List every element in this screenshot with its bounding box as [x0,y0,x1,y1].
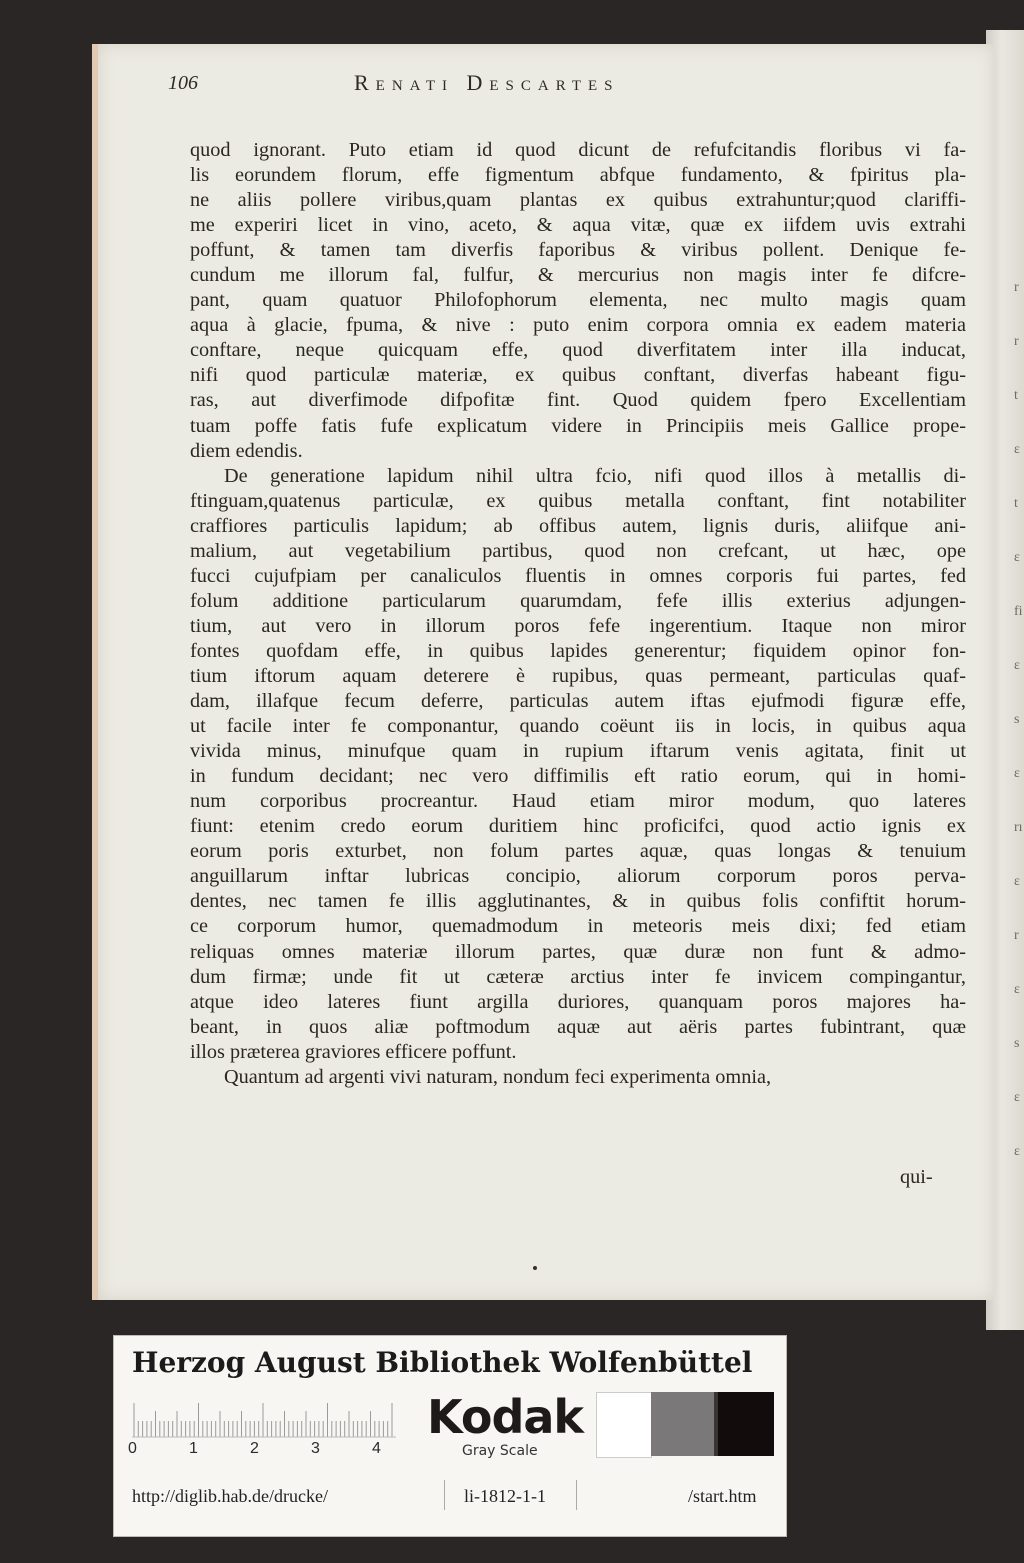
text-line: ne aliis pollere viribus,quam plantas ex quibus extrahuntur;quod clariffi- [190,189,966,212]
ruler-number: 3 [311,1440,320,1457]
kodak-logo: Kodak [427,1390,583,1444]
text-line: diem edendis. [190,439,303,462]
divider [576,1480,577,1510]
margin-fragment: t [1014,388,1018,403]
text-line: illos præterea graviores efficere poffunt. [190,1040,517,1063]
text-line: malium, aut vegetabilium partibus, quod non crefcant, ut hæc, ope [190,539,966,562]
text-line: reliquas omnes materiæ illorum partes, quæ duræ non funt & admo- [190,940,966,963]
margin-fragment: r [1014,928,1019,943]
text-line: dam, illafque fecum deferre, particulas autem iftas ejufmodi figuræ effe, [190,690,966,713]
text-line: tium, aut vero in illorum poros fefe ingerentium. Itaque non miror [190,614,966,637]
text-line: ftinguam,quatenus particulæ, ex quibus metalla conftant, fint notabiliter [190,489,966,512]
margin-fragment: r [1014,280,1019,295]
text-line: Quantum ad argenti vivi naturam, nondum feci experimenta omnia, [224,1065,772,1088]
text-line: me experiri licet in vino, aceto, & aqua vitæ, quæ ex iifdem uvis extrahi [190,214,966,237]
text-line: tuam poffe fatis fufe explicatum videre in Principiis meis Gallice prope- [190,414,966,437]
text-line: De generatione lapidum nihil ultra fcio, nifi quod illos à metallis di- [224,464,966,487]
ruler-number: 1 [189,1440,198,1457]
text-line: poffunt, & tamen tam diverfis faporibus & viribus pollent. Denique fe- [190,239,966,262]
ruler-number: 2 [250,1440,259,1457]
text-line: craffiores particulis lapidum; ab offibus autem, lignis duris, aliifque ani- [190,514,966,537]
margin-fragment: rı [1014,820,1023,835]
text-line: cundum me illorum fal, fulfur, & mercurius non magis inter fe difcre- [190,264,966,287]
margin-fragment: ε [1014,550,1020,565]
url-base: http://diglib.hab.de/drucke/ [132,1486,328,1506]
text-line: beant, in quos aliæ poftmodum aquæ aut aëris partes fubintrant, quæ [190,1015,966,1038]
margin-fragment: fi [1014,604,1023,619]
text-line: num corporibus procreantur. Haud etiam miror modum, quo lateres [190,790,966,813]
swatch-black [718,1392,774,1456]
text-line: fiunt: etenim credo eorum duritiem hinc proficifci, quod actio ignis ex [190,815,966,838]
margin-fragment: ε [1014,982,1020,997]
library-color-card [113,1335,787,1537]
text-line: ce corporum humor, quemadmodum in meteoris meis dixi; fed etiam [190,915,966,938]
catchword: qui- [900,1166,933,1188]
margin-fragment: ε [1014,874,1020,889]
margin-fragment: s [1014,1036,1020,1051]
running-head: Renati Descartes [354,70,620,95]
margin-fragment: ε [1014,658,1020,673]
text-line: atque ideo lateres fiunt argilla duriores, quanquam poros majores ha- [190,990,966,1013]
ruler-number: 0 [128,1440,137,1457]
page-number: 106 [168,72,198,94]
margin-fragment: ε [1014,1144,1020,1159]
margin-fragment: t [1014,496,1018,511]
text-line: dentes, nec tamen fe illis agglutinantes, & in quibus folis confiftit horum- [190,890,966,913]
body-text [190,138,966,1090]
text-line: ut facile inter fe componantur, quando coëunt iis in locis, in quibus aqua [190,715,966,738]
swatch-white [596,1392,652,1458]
text-line: fontes quofdam effe, in quibus lapides generentur; fiquidem opinor fon- [190,639,966,662]
library-name: Herzog August Bibliothek Wolfenbüttel [132,1346,753,1379]
text-line: dum firmæ; unde fit ut cæteræ arctius inter fe invicem compingantur, [190,965,966,988]
ruler-scale [132,1400,396,1438]
text-line: ras, aut diverfimode difpofitæ fint. Quod quidem fpero Excellentiam [190,389,966,412]
ink-speck [533,1266,537,1270]
text-line: quod ignorant. Puto etiam id quod dicunt de refufcitandis floribus vi fa- [190,139,966,161]
text-line: nifi quod particulæ materiæ, ex quibus conftant, diverfas habeant figu- [190,364,966,387]
text-line: in fundum decidant; nec vero diffimilis eft ratio eorum, qui in homi- [190,765,966,788]
margin-fragment: ε [1014,442,1020,457]
url-suffix: /start.htm [688,1486,757,1506]
text-line: pant, quam quatuor Philofophorum elementa, nec multo magis quam [190,289,966,312]
margin-fragment: ε [1014,766,1020,781]
text-line: folum additione particularum quarumdam, fefe illis exterius adjungen- [190,589,966,612]
text-line: eorum poris exturbet, non folum partes aquæ, quas longas & tenuium [190,840,966,863]
text-line: lis eorundem florum, effe figmentum abfque fundamento, & fpiritus pla- [190,164,966,187]
shelfmark: li-1812-1-1 [464,1486,546,1506]
text-line: fucci cujufpiam per canaliculos fluentis in omnes corporis fui partes, fed [190,564,966,587]
margin-fragment: s [1014,712,1020,727]
text-line: tium iftorum aquam deterere è rupibus, quas permeant, particulas quaf- [190,664,966,687]
text-line: anguillarum inftar lubricas concipio, aliorum corporum poros perva- [190,865,966,888]
margin-fragment: ε [1014,1090,1020,1105]
swatch-mid-gray [651,1392,714,1456]
divider [444,1480,445,1510]
text-line: vivida minus, minufque quam in rupium iftarum venis agitata, finit ut [190,740,966,763]
text-line: conftare, neque quicquam effe, quod diverfitatem inter illa inducat, [190,339,966,362]
page-header [168,68,788,94]
margin-fragment: r [1014,334,1019,349]
gray-scale-label: Gray Scale [462,1443,538,1459]
text-line: aqua à glacie, fpuma, & nive : puto enim corpora omnia ex eadem materia [190,314,966,337]
ruler-number: 4 [372,1440,381,1457]
